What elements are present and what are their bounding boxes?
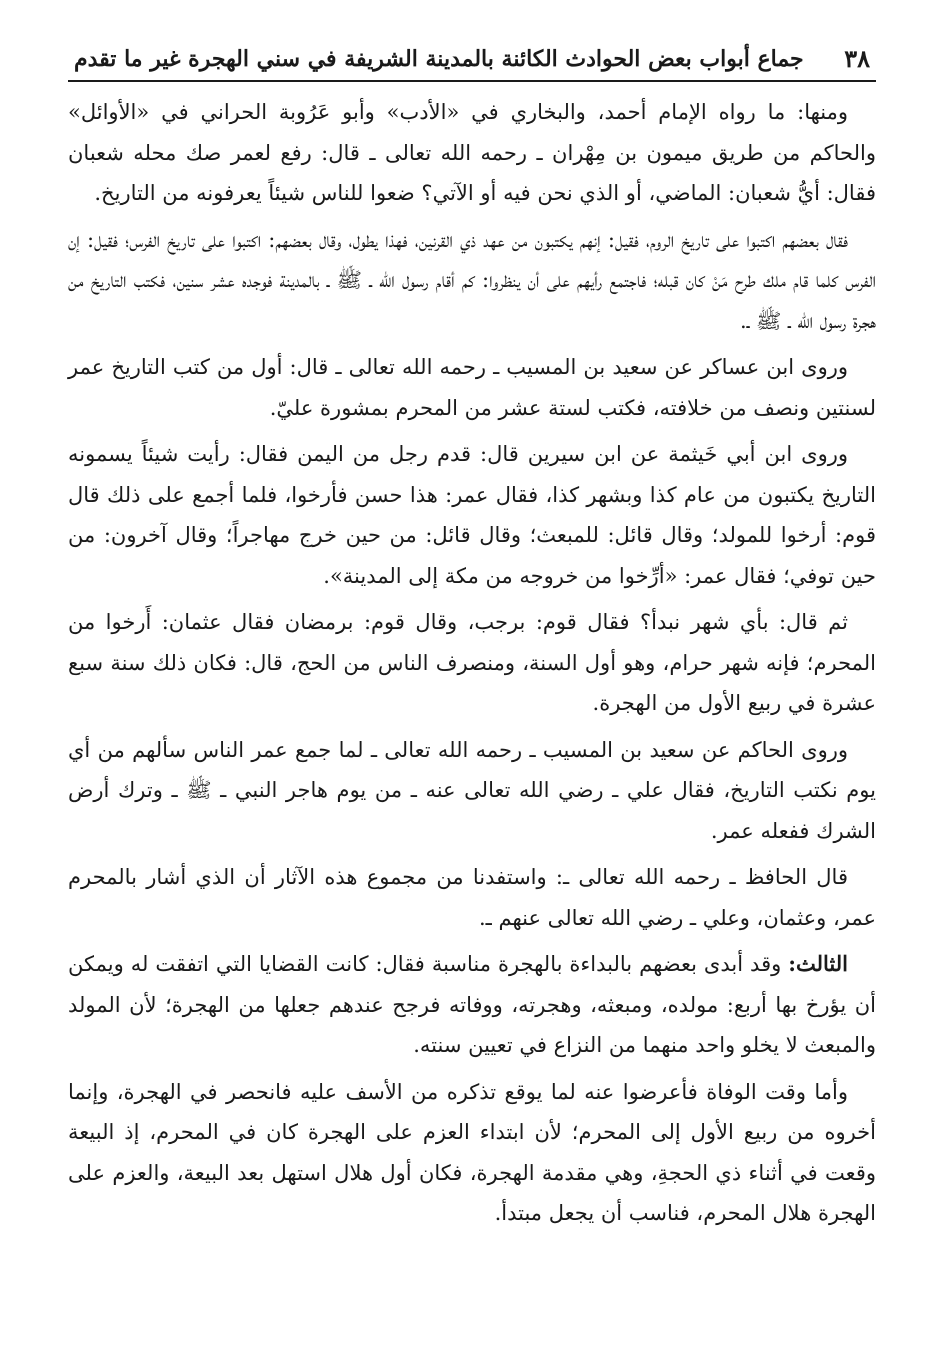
paragraph-text: وروى الحاكم عن سعيد بن المسيب ـ رحمه الله تعالى ـ لما جمع عمر الناس سألهم من أي يوم نكتب التاريخ، فقال علي ـ رضي الله تعالى عنه ـ من يوم هاجر النبي ـ ﷺ ـ وترك أرض الشرك ففعله عمر.: [68, 737, 876, 843]
paragraph-text: ثم قال: بأي شهر نبدأ؟ فقال قوم: برجب، وقال قوم: برمضان فقال عثمان: أَرخوا من المحرم؛ فإنه شهر حرام، وهو أول السنة، ومنصرف الناس من الحج، قال: فكان ذلك سنة سبع عشرة في ربيع الأول من الهجرة.: [68, 610, 876, 715]
paragraph-8: [68, 944, 876, 1066]
running-title: جماع أبواب بعض الحوادث الكائنة بالمدينة الشريفة في سني الهجرة غير ما تقدم: [74, 46, 804, 72]
paragraph-6: [68, 730, 876, 852]
paragraph-lead-word: الثالث:: [788, 951, 848, 976]
paragraph-text: وقد أبدى بعضهم بالبداءة بالهجرة مناسبة فقال: كانت القضايا التي اتفقت له ويمكن أن يؤرخ بها أربع: مولده، ومبعثه، وهجرته، ووفاته فرجح عندهم جعلها من الهجرة؛ لأن المولد والمبعث لا يخلو واحد منهما من النزاع في تعيين سنته.: [68, 952, 876, 1057]
page-body: [68, 92, 876, 1234]
paragraph-text: وروى ابن عساكر عن سعيد بن المسيب ـ رحمه الله تعالى ـ قال: أول من كتب التاريخ عمر لسنتين ونصف من خلافته، فكتب لستة عشر من المحرم بمشورة عليّ.: [68, 355, 876, 420]
paragraph-2: [68, 220, 876, 342]
paragraph-text: فقال بعضهم اكتبوا على تاريخ الروم، فقيل: إنهم يكتبون من عهد ذي القرنين، فهذا يطول، وقال بعضهم: اكتبوا على تاريخ الفرس؛ فقيل: إن الفرس كلما قام ملك طرح مَنْ كان قبله؛ فاجتمع رأيهم على أن ينظروا: كم أقام رسول الله ـ ﷺ ـ بالمدينة فوجده عشر سنين، فكتب التاريخ من هجرة رسول الله ـ ﷺ ـ.: [68, 227, 876, 333]
page-number: ٣٨: [844, 44, 870, 73]
paragraph-text: وأما وقت الوفاة فأعرضوا عنه لما يوقع تذكره من الأسف عليه فانحصر في الهجرة، وإنما أخروه من ربيع الأول إلى المحرم؛ لأن ابتداء العزم على الهجرة كان في المحرم، إذ البيعة وقعت في أثناء ذي الحجةِ، وهي مقدمة الهجرة، فكان أول هلال استهل بعد البيعة، والعزم على الهجرة هلال المحرم، فناسب أن يجعل مبتدأ.: [68, 1079, 876, 1225]
paragraph-text: ومنها: ما رواه الإمام أحمد، والبخاري في «الأدب» وأبو عَرُوبة الحراني في «الأوائل» والحاكم من طريق ميمون بن مِهْران ـ رحمه الله تعالى ـ قال: رفع لعمر صك محله شعبان فقال: أيُّ شعبان: الماضي، أو الذي نحن فيه أو الآتي؟ ضعوا للناس شيئاً يعرفونه من التاريخ.: [68, 100, 876, 205]
paragraph-text: وروى ابن أبي خَيثمة عن ابن سيرين قال: قدم رجل من اليمن فقال: رأيت شيئاً يسمونه التاريخ يكتبون من عام كذا وبشهر كذا، فقال عمر: هذا حسن فأرخوا، فلما أجمع على ذلك قال قوم: أرخوا للمولد؛ وقال قائل: للمبعث؛ وقال قائل: من حين خرج مهاجراً؛ وقال آخرون: من حين توفي؛ فقال عمر: «أرِّخوا من خروجه من مكة إلى المدينة».: [68, 442, 876, 588]
document-page: [68, 40, 876, 1240]
paragraph-3: [68, 347, 876, 428]
paragraph-7: [68, 857, 876, 938]
paragraph-1: [68, 92, 876, 214]
paragraph-9: [68, 1072, 876, 1234]
paragraph-5: [68, 602, 876, 724]
running-head: [68, 40, 876, 82]
paragraph-4: [68, 434, 876, 596]
paragraph-text: قال الحافظ ـ رحمه الله تعالى ـ: واستفدنا من مجموع هذه الآثار أن الذي أشار بالمحرم عمر، وعثمان، وعلي ـ رضي الله تعالى عنهم ـ.: [68, 865, 876, 930]
